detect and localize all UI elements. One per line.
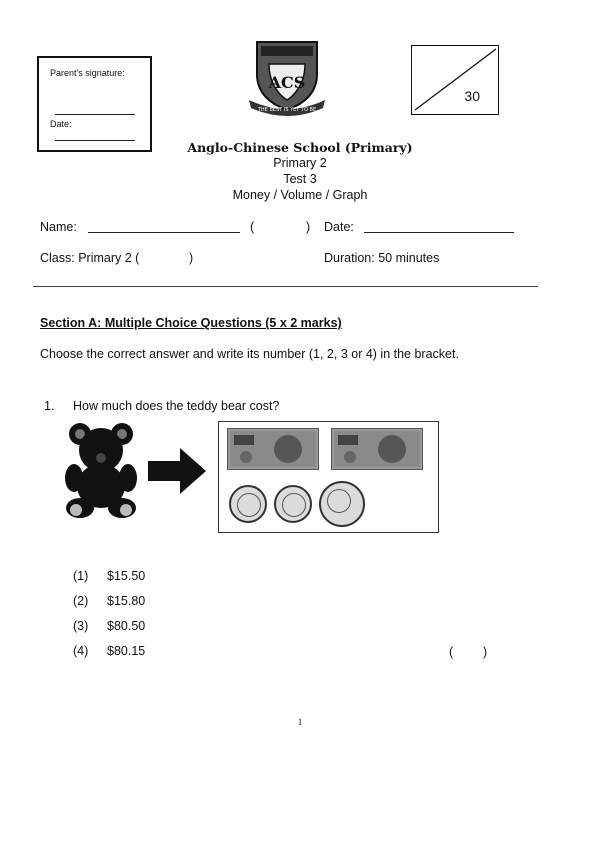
option-value: $80.50 [107, 619, 146, 633]
option-value: $15.80 [107, 594, 146, 608]
option-number: (4) [73, 644, 89, 658]
coin-image [274, 485, 312, 523]
coin-image [229, 485, 267, 523]
option-number: (2) [73, 594, 89, 608]
answer-field[interactable] [458, 645, 482, 661]
name-field[interactable] [88, 232, 240, 233]
name-label: Name: [40, 220, 77, 234]
money-picture-box [218, 421, 439, 533]
school-name: Anglo-Chinese School (Primary) [187, 140, 413, 155]
class-paren-close: ) [189, 251, 194, 265]
option-item[interactable] [73, 619, 145, 644]
question-text: How much does the teddy bear cost? [73, 399, 280, 413]
date-label: Date: [50, 119, 72, 129]
answer-bracket-close: ) [483, 645, 488, 659]
section-title: Section A: Multiple Choice Questions (5 x 2 marks) [40, 316, 342, 330]
level-title: Primary 2 [273, 156, 327, 170]
topics-title: Money / Volume / Graph [232, 188, 368, 202]
score-box[interactable] [411, 45, 499, 115]
arrow-right-icon [148, 448, 206, 494]
score-total: 30 [464, 88, 480, 104]
signature-label: Parent's signature: [50, 68, 125, 78]
coin-image [319, 481, 365, 527]
index-paren-close: ) [306, 220, 311, 234]
date-field-label: Date: [324, 220, 354, 234]
class-label: Class: Primary 2 ( [40, 251, 140, 265]
option-number: (1) [73, 569, 89, 583]
banknote-image [331, 428, 423, 470]
header-divider [33, 286, 538, 287]
option-item[interactable] [73, 644, 145, 669]
teddy-bear-image [60, 420, 142, 520]
option-item[interactable] [73, 569, 145, 594]
option-number: (3) [73, 619, 89, 633]
page-number: 1 [297, 717, 303, 727]
option-item[interactable] [73, 594, 145, 619]
duration-text: Duration: 50 minutes [324, 251, 440, 265]
crest-motto: THE BEST IS YET TO BE [257, 107, 317, 113]
crest-initials: ACS [268, 73, 306, 92]
score-diagonal [412, 46, 497, 113]
answer-bracket-open: ( [449, 645, 454, 659]
signature-line[interactable] [55, 114, 135, 115]
section-instruction: Choose the correct answer and write its number (1, 2, 3 or 4) in the bracket. [40, 347, 459, 361]
test-title: Test 3 [283, 172, 317, 186]
question-number: 1. [44, 399, 55, 413]
parent-signature-box [37, 56, 152, 152]
option-value: $15.50 [107, 569, 146, 583]
school-crest-logo [247, 38, 327, 118]
option-value: $80.15 [107, 644, 146, 658]
date-field[interactable] [364, 232, 514, 233]
index-paren-open: ( [250, 220, 255, 234]
option-list [73, 569, 145, 669]
banknote-image [227, 428, 319, 470]
